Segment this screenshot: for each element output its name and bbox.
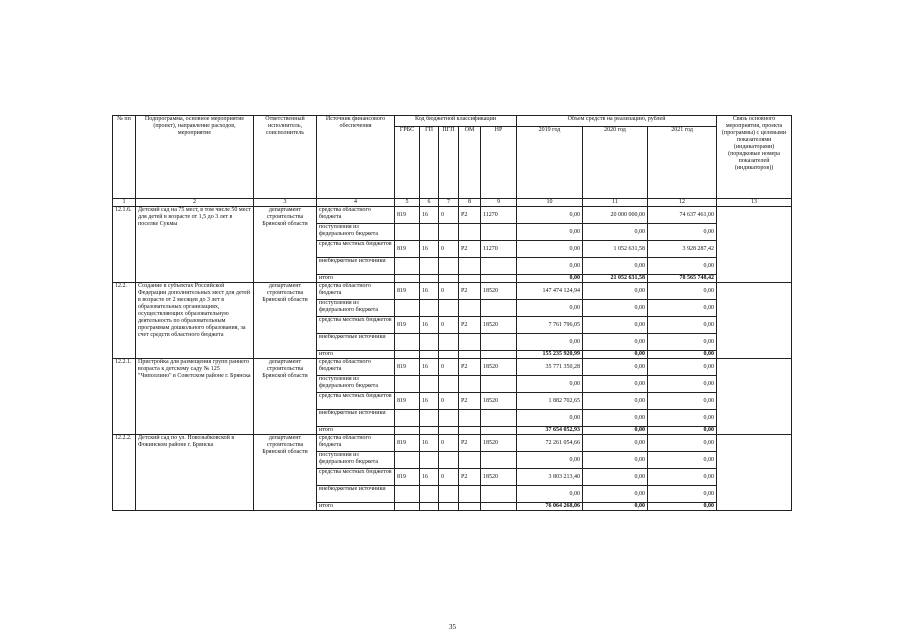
total-code-empty <box>459 275 481 283</box>
total-2019: 155 235 920,99 <box>517 351 583 359</box>
total-2020: 21 052 631,58 <box>583 275 648 283</box>
header-nr: НР <box>481 127 517 199</box>
item-number: 12.1.6. <box>113 207 136 283</box>
amount-2020: 0,00 <box>583 452 648 469</box>
amount-2021: 0,00 <box>648 317 717 334</box>
total-code-empty <box>420 427 439 435</box>
item-number: 12.2.2. <box>113 435 136 511</box>
amount-2020: 0,00 <box>583 486 648 503</box>
code-om: P2 <box>459 207 481 224</box>
table-row <box>113 359 792 376</box>
amount-2019: 3 803 213,40 <box>517 469 583 486</box>
header-link: Связь основного мероприятия, проекта (программы) с целевыми показателями (индикаторами) (порядковые номера показателей (индикаторов)) <box>717 116 792 199</box>
total-label: итого <box>317 427 395 435</box>
amount-2021: 3 928 287,42 <box>648 241 717 258</box>
code-pgp: 0 <box>439 317 459 334</box>
amount-2019: 1 882 702,65 <box>517 393 583 410</box>
code-grbs <box>395 258 420 275</box>
amount-2019: 72 261 054,66 <box>517 435 583 452</box>
code-om <box>459 410 481 427</box>
code-gp <box>420 334 439 351</box>
funding-source: внебюджетные источники <box>317 410 395 427</box>
total-2021: 0,00 <box>648 351 717 359</box>
total-label: итого <box>317 275 395 283</box>
funding-source: средства местных бюджетов <box>317 393 395 410</box>
item-executor: департамент строительства Брянской области <box>254 207 317 283</box>
code-gp <box>420 486 439 503</box>
funding-source: поступления из федерального бюджета <box>317 376 395 393</box>
amount-2019: 0,00 <box>517 300 583 317</box>
code-nr: 18520 <box>481 393 517 410</box>
column-number: 9 <box>481 199 517 207</box>
amount-2019: 0,00 <box>517 486 583 503</box>
amount-2021: 0,00 <box>648 359 717 376</box>
code-om <box>459 486 481 503</box>
code-om <box>459 224 481 241</box>
code-pgp: 0 <box>439 469 459 486</box>
code-om: P2 <box>459 283 481 300</box>
amount-2021: 74 637 461,00 <box>648 207 717 224</box>
code-om <box>459 300 481 317</box>
amount-2020: 1 052 631,58 <box>583 241 648 258</box>
funding-source: внебюджетные источники <box>317 258 395 275</box>
total-2019: 0,00 <box>517 275 583 283</box>
code-pgp <box>439 452 459 469</box>
code-om: P2 <box>459 393 481 410</box>
funding-source: средства местных бюджетов <box>317 469 395 486</box>
header-2020: 2020 год <box>583 127 648 199</box>
code-gp <box>420 258 439 275</box>
code-om: P2 <box>459 435 481 452</box>
funding-source: средства местных бюджетов <box>317 317 395 334</box>
total-code-empty <box>459 427 481 435</box>
amount-2020: 0,00 <box>583 334 648 351</box>
table-row <box>113 435 792 452</box>
code-pgp: 0 <box>439 359 459 376</box>
total-code-empty <box>439 275 459 283</box>
total-code-empty <box>459 503 481 511</box>
indicator-link <box>717 207 792 283</box>
amount-2019: 0,00 <box>517 224 583 241</box>
code-pgp <box>439 376 459 393</box>
total-2019: 37 654 052,93 <box>517 427 583 435</box>
total-code-empty <box>481 351 517 359</box>
code-pgp: 0 <box>439 207 459 224</box>
item-name: Создание в субъектах Российской Федерации дополнительных мест для детей в возрасте от 2 месяцев до 3 лет в образовательных организациях, осуществляющих образовательную деятельность по образовательным программам дошкольного образования, за счет средств областного бюджета <box>136 283 254 359</box>
code-nr <box>481 300 517 317</box>
column-number: 2 <box>136 199 254 207</box>
amount-2020: 0,00 <box>583 376 648 393</box>
amount-2020: 0,00 <box>583 317 648 334</box>
code-grbs <box>395 452 420 469</box>
code-om: P2 <box>459 359 481 376</box>
code-grbs <box>395 224 420 241</box>
code-om: P2 <box>459 317 481 334</box>
code-grbs <box>395 376 420 393</box>
code-gp <box>420 376 439 393</box>
total-code-empty <box>395 503 420 511</box>
header-executor: Ответственный исполнитель, соисполнитель <box>254 116 317 199</box>
funding-source: внебюджетные источники <box>317 486 395 503</box>
amount-2019: 0,00 <box>517 241 583 258</box>
amount-2021: 0,00 <box>648 376 717 393</box>
amount-2019: 0,00 <box>517 258 583 275</box>
column-number: 13 <box>717 199 792 207</box>
code-grbs: 819 <box>395 283 420 300</box>
code-nr <box>481 376 517 393</box>
amount-2020: 0,00 <box>583 435 648 452</box>
item-name: Пристройка для размещения групп раннего возраста к детскому саду № 125 "Чиполлино" в Советском районе г. Брянска <box>136 359 254 435</box>
total-code-empty <box>439 351 459 359</box>
column-number: 3 <box>254 199 317 207</box>
funding-source: средства областного бюджета <box>317 207 395 224</box>
code-nr: 18520 <box>481 283 517 300</box>
total-code-empty <box>395 427 420 435</box>
total-2020: 0,00 <box>583 427 648 435</box>
header-pgp: ПГП <box>439 127 459 199</box>
amount-2019: 0,00 <box>517 452 583 469</box>
amount-2020: 0,00 <box>583 283 648 300</box>
header-source: Источник финансового обеспечения <box>317 116 395 199</box>
item-name: Детский сад на 75 мест, в том числе 50 мест для детей в возрасте от 1,5 до 3 лет в поселке Сукмы <box>136 207 254 283</box>
item-executor: департамент строительства Брянской области <box>254 435 317 511</box>
total-2021: 0,00 <box>648 427 717 435</box>
code-grbs: 819 <box>395 393 420 410</box>
code-nr <box>481 410 517 427</box>
table-header <box>113 116 792 207</box>
indicator-link <box>717 435 792 511</box>
code-gp <box>420 452 439 469</box>
code-pgp <box>439 300 459 317</box>
code-pgp <box>439 334 459 351</box>
column-number: 5 <box>395 199 420 207</box>
amount-2019: 147 474 124,94 <box>517 283 583 300</box>
amount-2019: 7 761 796,05 <box>517 317 583 334</box>
header-volume: Объем средств на реализацию, рублей <box>517 116 717 127</box>
amount-2020: 20 000 000,00 <box>583 207 648 224</box>
column-number: 12 <box>648 199 717 207</box>
amount-2019: 0,00 <box>517 207 583 224</box>
code-nr: 18520 <box>481 435 517 452</box>
item-name: Детский сад по ул. Новозыбковской в Фокинском районе г. Брянска <box>136 435 254 511</box>
header-om: ОМ <box>459 127 481 199</box>
amount-2020: 0,00 <box>583 469 648 486</box>
code-grbs <box>395 486 420 503</box>
code-nr <box>481 334 517 351</box>
total-code-empty <box>481 427 517 435</box>
funding-source: поступления из федерального бюджета <box>317 300 395 317</box>
total-code-empty <box>420 503 439 511</box>
funding-source: поступления из федерального бюджета <box>317 224 395 241</box>
code-nr: 18520 <box>481 469 517 486</box>
amount-2021: 0,00 <box>648 334 717 351</box>
funding-source: средства областного бюджета <box>317 359 395 376</box>
code-pgp: 0 <box>439 241 459 258</box>
code-om <box>459 376 481 393</box>
amount-2020: 0,00 <box>583 393 648 410</box>
code-grbs <box>395 410 420 427</box>
code-grbs <box>395 300 420 317</box>
funding-source: средства местных бюджетов <box>317 241 395 258</box>
page-number: 35 <box>449 623 456 631</box>
indicator-link <box>717 283 792 359</box>
amount-2020: 0,00 <box>583 359 648 376</box>
budget-table <box>112 115 792 511</box>
total-code-empty <box>395 351 420 359</box>
code-om: P2 <box>459 469 481 486</box>
total-code-empty <box>439 503 459 511</box>
code-om <box>459 334 481 351</box>
budget-table-sheet <box>112 115 791 511</box>
column-number-row <box>113 199 792 207</box>
total-code-empty <box>395 275 420 283</box>
funding-source: поступления из федерального бюджета <box>317 452 395 469</box>
code-om <box>459 258 481 275</box>
amount-2020: 0,00 <box>583 224 648 241</box>
header-grbs: ГРБС <box>395 127 420 199</box>
total-2020: 0,00 <box>583 503 648 511</box>
code-nr: 11270 <box>481 241 517 258</box>
code-gp: 16 <box>420 359 439 376</box>
code-gp: 16 <box>420 469 439 486</box>
table-row <box>113 283 792 300</box>
amount-2021: 0,00 <box>648 486 717 503</box>
amount-2021: 0,00 <box>648 435 717 452</box>
amount-2021: 0,00 <box>648 258 717 275</box>
total-2020: 0,00 <box>583 351 648 359</box>
item-executor: департамент строительства Брянской области <box>254 283 317 359</box>
total-2021: 0,00 <box>648 503 717 511</box>
item-number: 12.2.1. <box>113 359 136 435</box>
column-number: 11 <box>583 199 648 207</box>
column-number: 6 <box>420 199 439 207</box>
amount-2019: 35 771 350,28 <box>517 359 583 376</box>
code-pgp: 0 <box>439 435 459 452</box>
column-number: 8 <box>459 199 481 207</box>
code-nr: 18520 <box>481 317 517 334</box>
code-grbs <box>395 334 420 351</box>
code-nr: 18520 <box>481 359 517 376</box>
column-number: 7 <box>439 199 459 207</box>
code-pgp <box>439 410 459 427</box>
total-2021: 78 565 748,42 <box>648 275 717 283</box>
amount-2019: 0,00 <box>517 376 583 393</box>
header-no: № пп <box>113 116 136 199</box>
code-grbs: 819 <box>395 435 420 452</box>
funding-source: средства областного бюджета <box>317 283 395 300</box>
code-pgp <box>439 224 459 241</box>
code-pgp <box>439 486 459 503</box>
amount-2020: 0,00 <box>583 258 648 275</box>
total-code-empty <box>459 351 481 359</box>
code-nr <box>481 486 517 503</box>
code-nr: 11270 <box>481 207 517 224</box>
header-budget-classification: Код бюджетной классификации <box>395 116 517 127</box>
code-gp: 16 <box>420 207 439 224</box>
code-gp: 16 <box>420 241 439 258</box>
indicator-link <box>717 359 792 435</box>
total-label: итого <box>317 503 395 511</box>
amount-2021: 0,00 <box>648 300 717 317</box>
code-nr <box>481 224 517 241</box>
code-gp: 16 <box>420 283 439 300</box>
code-pgp: 0 <box>439 283 459 300</box>
code-gp: 16 <box>420 317 439 334</box>
total-code-empty <box>439 427 459 435</box>
header-program: Подпрограмма, основное мероприятие (проект), направление расходов, мероприятие <box>136 116 254 199</box>
item-executor: департамент строительства Брянской области <box>254 359 317 435</box>
code-pgp: 0 <box>439 393 459 410</box>
code-grbs: 819 <box>395 469 420 486</box>
column-number: 1 <box>113 199 136 207</box>
code-gp <box>420 410 439 427</box>
total-label: итого <box>317 351 395 359</box>
total-code-empty <box>420 275 439 283</box>
amount-2020: 0,00 <box>583 300 648 317</box>
total-2019: 76 064 268,06 <box>517 503 583 511</box>
amount-2021: 0,00 <box>648 410 717 427</box>
code-grbs: 819 <box>395 241 420 258</box>
code-gp <box>420 224 439 241</box>
funding-source: внебюджетные источники <box>317 334 395 351</box>
code-grbs: 819 <box>395 359 420 376</box>
code-pgp <box>439 258 459 275</box>
code-om: P2 <box>459 241 481 258</box>
code-om <box>459 452 481 469</box>
amount-2021: 0,00 <box>648 393 717 410</box>
amount-2020: 0,00 <box>583 410 648 427</box>
code-nr <box>481 452 517 469</box>
amount-2019: 0,00 <box>517 410 583 427</box>
total-code-empty <box>481 503 517 511</box>
table-row <box>113 207 792 224</box>
column-number: 10 <box>517 199 583 207</box>
total-code-empty <box>481 275 517 283</box>
code-grbs: 819 <box>395 207 420 224</box>
amount-2019: 0,00 <box>517 334 583 351</box>
table-body <box>113 207 792 511</box>
header-gp: ГП <box>420 127 439 199</box>
amount-2021: 0,00 <box>648 469 717 486</box>
header-2021: 2021 год <box>648 127 717 199</box>
code-gp <box>420 300 439 317</box>
amount-2021: 0,00 <box>648 452 717 469</box>
column-number: 4 <box>317 199 395 207</box>
item-number: 12.2. <box>113 283 136 359</box>
code-grbs: 819 <box>395 317 420 334</box>
amount-2021: 0,00 <box>648 224 717 241</box>
header-2019: 2019 год <box>517 127 583 199</box>
funding-source: средства областного бюджета <box>317 435 395 452</box>
total-code-empty <box>420 351 439 359</box>
code-nr <box>481 258 517 275</box>
amount-2021: 0,00 <box>648 283 717 300</box>
code-gp: 16 <box>420 435 439 452</box>
code-gp: 16 <box>420 393 439 410</box>
